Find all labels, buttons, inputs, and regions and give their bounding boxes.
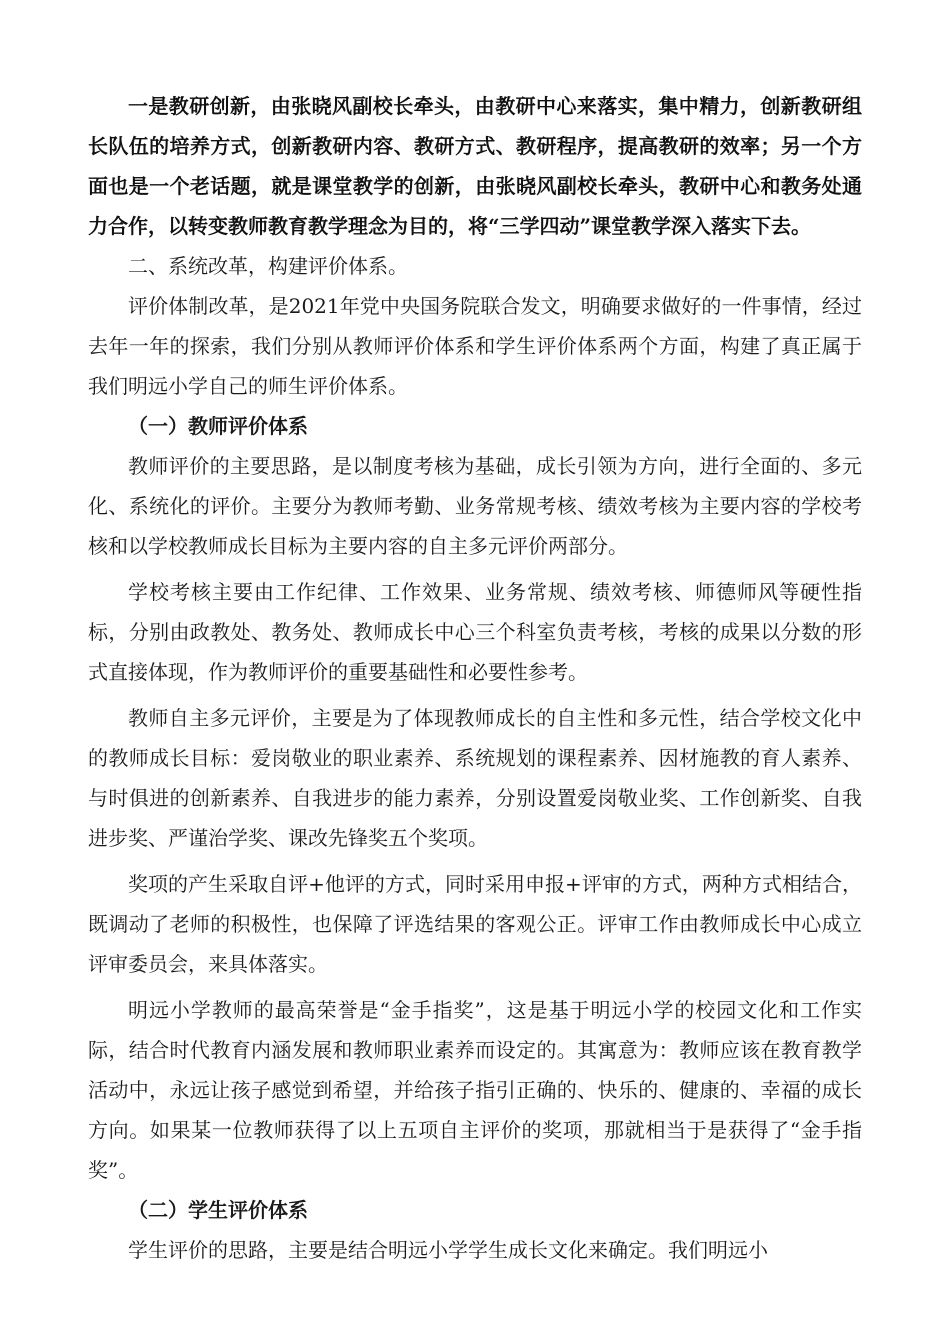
subheading-student-evaluation: （二）学生评价体系 <box>128 1198 308 1222</box>
paragraph-evaluation-reform-intro: 评价体制改革，是2021年党中央国务院联合发文，明确要求做好的一件事情，经过去年一年的探索，我们分别从教师评价体系和学生评价体系两个方面，构建了真正属于我们明远小学自己的师生评价体系。 <box>88 294 862 398</box>
paragraph-student-evaluation-approach: 学生评价的思路，主要是结合明远小学学生成长文化来确定。我们明远小 <box>128 1238 768 1262</box>
subheading-teacher-evaluation: （一）教师评价体系 <box>128 414 308 438</box>
document-body <box>88 86 862 1270</box>
paragraph-teaching-research-innovation: 一是教研创新，由张晓风副校长牵头，由教研中心来落实，集中精力，创新教研组长队伍的培养方式，创新教研内容、教研方式、教研程序，提高教研的效率；另一个方面也是一个老话题，就是课堂教学的创新，由张晓风副校长牵头，教研中心和教务处通力合作，以转变教师教育教学理念为目的，将“三学四动”课堂教学深入落实下去。 <box>88 94 862 238</box>
paragraph-teacher-evaluation-approach: 教师评价的主要思路，是以制度考核为基础，成长引领为方向，进行全面的、多元化、系统化的评价。主要分为教师考勤、业务常规考核、绩效考核为主要内容的学校考核和以学校教师成长目标为主要内容的自主多元评价两部分。 <box>88 454 862 558</box>
paragraph-self-evaluation: 教师自主多元评价，主要是为了体现教师成长的自主性和多元性，结合学校文化中的教师成长目标：爱岗敬业的职业素养、系统规划的课程素养、因材施教的育人素养、与时俱进的创新素养、自我进步的能力素养，分别设置爱岗敬业奖、工作创新奖、自我进步奖、严谨治学奖、课改先锋奖五个奖项。 <box>88 706 862 850</box>
paragraph-school-assessment: 学校考核主要由工作纪律、工作效果、业务常规、绩效考核、师德师风等硬性指标，分别由政教处、教务处、教师成长中心三个科室负责考核，考核的成果以分数的形式直接体现，作为教师评价的重要基础性和必要性参考。 <box>88 580 862 684</box>
paragraph-award-process: 奖项的产生采取自评+他评的方式，同时采用申报+评审的方式，两种方式相结合，既调动了老师的积极性，也保障了评选结果的客观公正。评审工作由教师成长中心成立评审委员会，来具体落实。 <box>88 872 862 976</box>
section-heading-evaluation-reform: 二、系统改革，构建评价体系。 <box>128 254 408 278</box>
paragraph-golden-finger-award: 明远小学教师的最高荣誉是“金手指奖”，这是基于明远小学的校园文化和工作实际，结合时代教育内涵发展和教师职业素养而设定的。其寓意为：教师应该在教育教学活动中，永远让孩子感觉到希望，并给孩子指引正确的、快乐的、健康的、幸福的成长方向。如果某一位教师获得了以上五项自主评价的奖项，那就相当于是获得了“金手指奖”。 <box>88 998 862 1182</box>
